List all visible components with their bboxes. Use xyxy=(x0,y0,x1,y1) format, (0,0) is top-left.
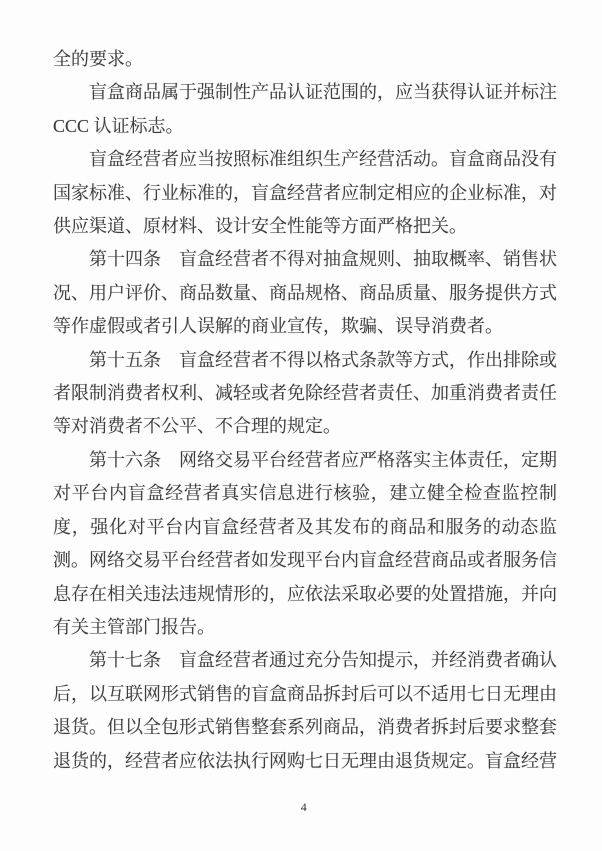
paragraph: 全的要求。 xyxy=(53,49,143,69)
document-body xyxy=(53,43,557,778)
paragraph: 第十六条 网络交易平台经营者应严格落实主体责任，定期对平台内盲盒经营者真实信息进行核验，建立健全检查监控制度，强化对平台内盲盒经营者及其发布的商品和服务的动态监测。网络交易平台经营者如发现平台内盲盒经营商品或者服务信息存在相关违法违规情形的，应依法采取必要的处置措施，并向有关主管部门报告。 xyxy=(53,449,557,637)
paragraph: 第十五条 盲盒经营者不得以格式条款等方式，作出排除或者限制消费者权利、减轻或者免除经营者责任、加重消费者责任等对消费者不公平、不合理的规定。 xyxy=(53,349,557,437)
paragraph: 第十七条 盲盒经营者通过充分告知提示，并经消费者确认后，以互联网形式销售的盲盒商品拆封后可以不适用七日无理由退货。但以全包形式销售整套系列商品，消费者拆封后要求整套退货的，经营者应依法执行网购七日无理由退货规定。盲盒经营 xyxy=(53,650,557,771)
paragraph: 第十四条 盲盒经营者不得对抽盒规则、抽取概率、销售状况、用户评价、商品数量、商品规格、商品质量、服务提供方式等作虚假或者引人误解的商业宣传，欺骗、误导消费者。 xyxy=(53,249,557,337)
page-number: 4 xyxy=(300,800,308,814)
paragraph: 盲盒商品属于强制性产品认证范围的，应当获得认证并标注 CCC 认证标志。 xyxy=(53,82,557,136)
paragraph: 盲盒经营者应当按照标准组织生产经营活动。盲盒商品没有国家标准、行业标准的，盲盒经营者应制定相应的企业标准，对供应渠道、原材料、设计安全性能等方面严格把关。 xyxy=(53,149,557,237)
